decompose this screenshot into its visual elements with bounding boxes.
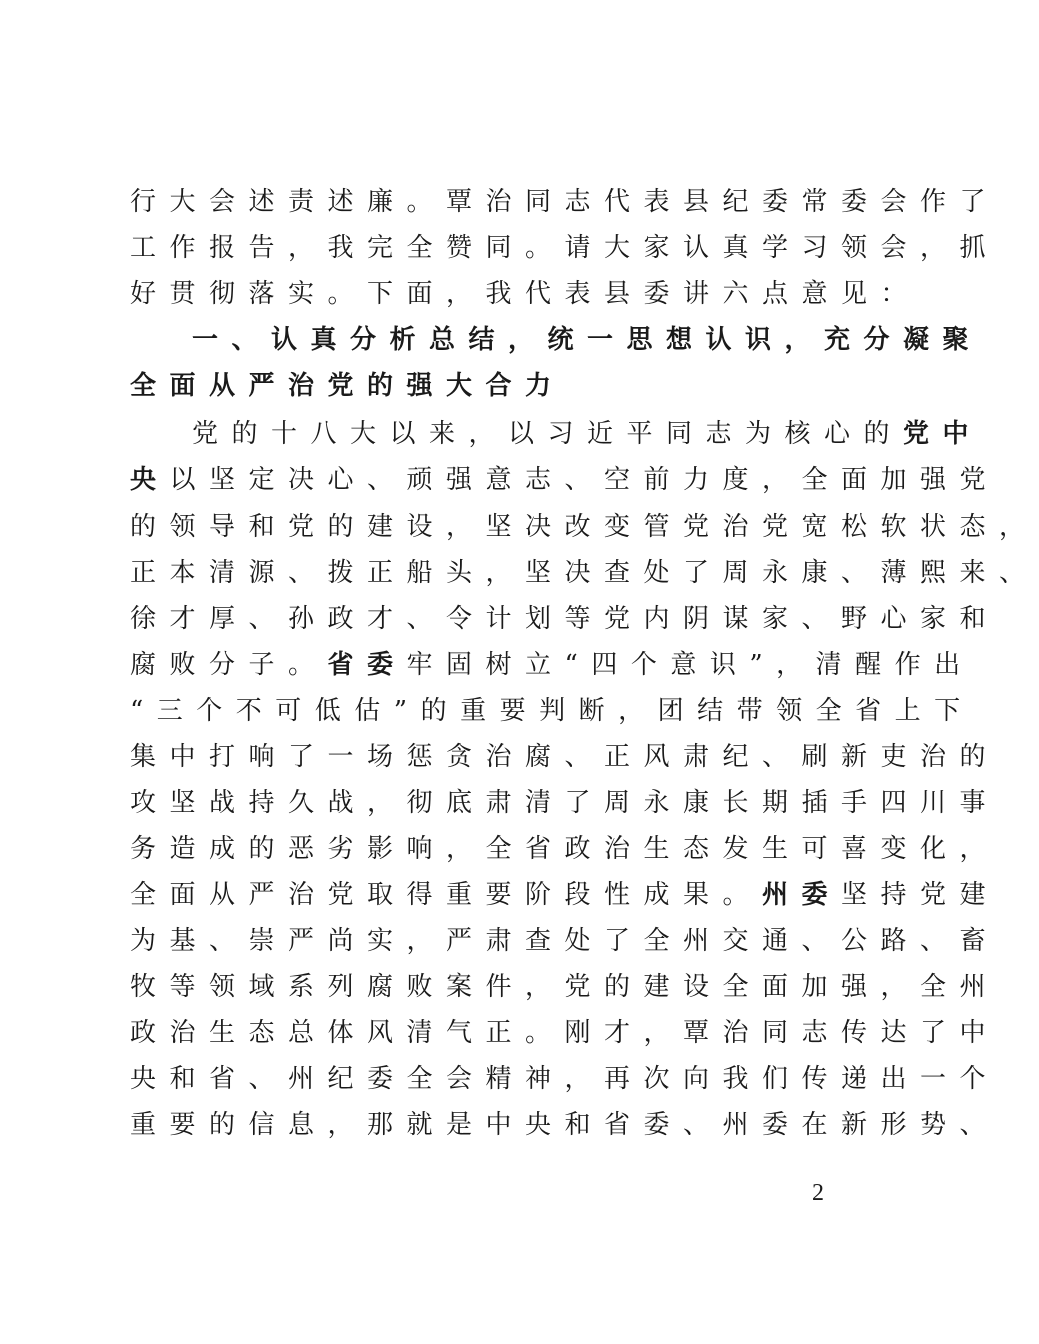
- body-line: 政治生态总体风清气正。刚才，覃治同志传达了中: [130, 1018, 1000, 1048]
- text-span: 腐败分子。: [130, 650, 328, 680]
- body-line: 务造成的恶劣影响，全省政治生态发生可喜变化，: [130, 834, 1000, 864]
- body-line: “三个不可低估”的重要判断，团结带领全省上下: [130, 696, 974, 726]
- body-line: 集中打响了一场惩贪治腐、正风肃纪、刷新吏治的: [130, 742, 1000, 772]
- text-span: 全面从严治党取得重要阶段性成果。: [130, 880, 763, 910]
- section-heading: 全面从严治党的强大合力: [130, 371, 565, 401]
- body-line: 牧等领域系列腐败案件，党的建设全面加强，全州: [130, 972, 1000, 1002]
- body-line: [130, 878, 1000, 912]
- bold-term: 央: [130, 465, 170, 495]
- body-line: 工作报告，我完全赞同。请大家认真学习领会，抓: [130, 233, 1000, 263]
- body-line: 的领导和党的建设，坚决改变管党治党宽松软状态，: [130, 512, 1039, 542]
- bold-term: 党中: [903, 419, 983, 449]
- bold-term: 州委: [762, 880, 842, 910]
- body-line: 重要的信息，那就是中央和省委、州委在新形势、: [130, 1110, 1000, 1140]
- body-line: 为基、崇严尚实，严肃查处了全州交通、公路、畜: [130, 926, 1000, 956]
- section-heading: 一、认真分析总结，统一思想认识，充分凝聚: [192, 325, 983, 355]
- text-span: 坚持党建: [841, 880, 1000, 910]
- text-span: 党的十八大以来，以习近平同志为核心的: [192, 419, 904, 449]
- body-line: 徐才厚、孙政才、令计划等党内阴谋家、野心家和: [130, 604, 1000, 634]
- body-line: 央和省、州纪委全会精神，再次向我们传递出一个: [130, 1064, 1000, 1094]
- body-line: 好贯彻落实。下面，我代表县委讲六点意见：: [130, 279, 921, 309]
- page-number: 2: [812, 1180, 824, 1206]
- bold-term: 省委: [327, 650, 407, 680]
- body-line: [192, 417, 983, 451]
- body-line: 正本清源、拨正船头，坚决查处了周永康、薄熙来、: [130, 558, 1039, 588]
- text-span: 牢固树立“四个意识”，清醒作出: [406, 650, 974, 680]
- body-line: [130, 463, 1000, 497]
- body-line: 攻坚战持久战，彻底肃清了周永康长期插手四川事: [130, 788, 1000, 818]
- body-line: 行大会述责述廉。覃治同志代表县纪委常委会作了: [130, 187, 1000, 217]
- body-line: [130, 648, 974, 682]
- text-span: 以坚定决心、顽强意志、空前力度，全面加强党: [169, 465, 1000, 495]
